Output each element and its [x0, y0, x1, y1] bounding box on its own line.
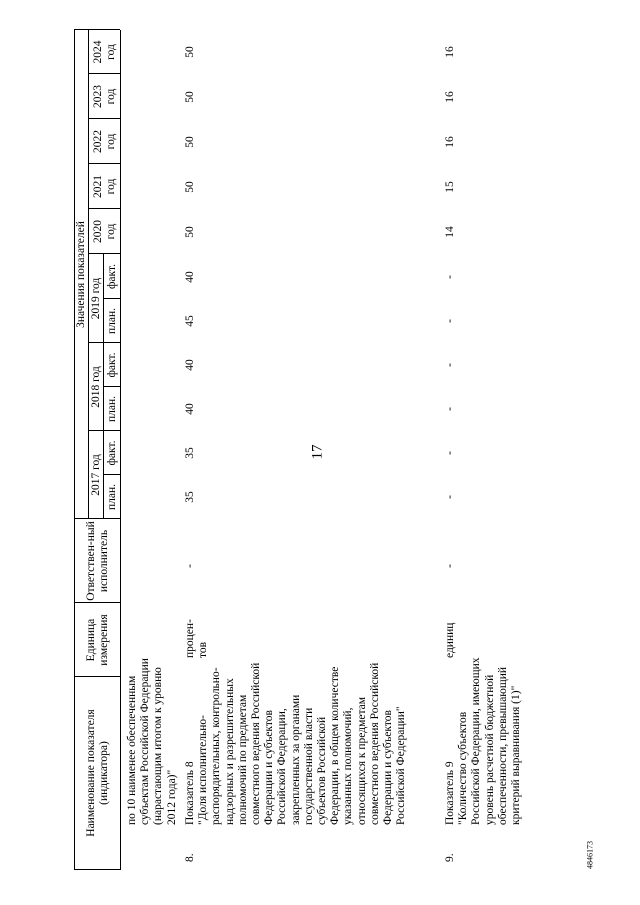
value-cell: -: [444, 407, 456, 411]
indicator-name: Показатель 9 "Количество субъектов Российской Федерации, имеющих уровень расчетной бюджетной обеспеченности, превышающий критерий выравнивания (1)": [444, 657, 523, 825]
header-year-2022: 2022 год: [92, 130, 117, 153]
header-year-2021: 2021 год: [92, 175, 117, 198]
value-cell: -: [444, 451, 456, 455]
value-cell: 50: [184, 91, 196, 103]
indicator-table: [66, 20, 640, 880]
col-rule: [74, 676, 120, 677]
value-cell: 14: [444, 226, 456, 238]
row-continuation-text: по 10 наименее обеспеченным субъектам Российской Федерации (нарастающим итогом к уровню 2012 года)": [126, 658, 178, 825]
header-year-2023: 2023 год: [92, 85, 117, 108]
responsible-value: -: [184, 564, 196, 568]
indicator-unit: единиц: [444, 622, 456, 658]
header-year-2019: 2019 год: [89, 277, 102, 320]
header-year-2017: 2017 год: [89, 454, 102, 496]
row-number: 8.: [184, 853, 196, 862]
value-cell: 16: [444, 46, 456, 58]
header-fact: факт.: [105, 352, 118, 378]
value-cell: 50: [184, 46, 196, 58]
value-cell: 45: [184, 315, 196, 327]
value-cell: 15: [444, 181, 456, 193]
value-cell: 50: [184, 136, 196, 148]
header-bottom-rule: [120, 30, 121, 870]
value-cell: 16: [444, 91, 456, 103]
value-cell: 40: [184, 271, 196, 283]
col-rule: [74, 602, 120, 603]
value-cell: -: [444, 363, 456, 367]
value-cell: -: [444, 275, 456, 279]
value-cell: 50: [184, 181, 196, 193]
header-year-2018: 2018 год: [89, 366, 102, 408]
value-cell: 35: [184, 491, 196, 503]
header-plan: план.: [105, 307, 118, 335]
value-cell: -: [444, 495, 456, 499]
header-plan: план.: [105, 395, 118, 423]
indicator-unit: процен- тов: [184, 619, 210, 658]
value-cell: 40: [184, 359, 196, 371]
row-number: 9.: [444, 853, 456, 862]
value-cell: 16: [444, 136, 456, 148]
value-cell: 50: [184, 226, 196, 238]
header-unit: Единица измерения: [85, 614, 110, 666]
value-cell: 40: [184, 403, 196, 415]
header-year-2024: 2024 год: [92, 40, 117, 64]
responsible-value: -: [444, 564, 456, 568]
header-indicator-name: Наименование показателя (индикатора): [85, 709, 110, 837]
header-fact: факт.: [105, 263, 118, 290]
header-fact: факт.: [105, 440, 118, 466]
header-values-group: Значения показателей: [75, 221, 88, 328]
value-cell: 35: [184, 447, 196, 459]
indicator-name: Показатель 8 "Доля исполнительно- распорядительных, контрольно- надзорных и разрешительных полномочий по предметам совместного ведения Российской Федерации и субъектов Российской Федерации, закрепленных за органами государственной власти субъектов Российской Федерации, в общем количестве указанных полномочий, относящихся к предметам совместного ведения Российской Федерации и субъектов Российской Федерации": [184, 662, 408, 825]
header-year-2020: 2020 год: [92, 220, 117, 243]
col-rule: [74, 869, 120, 870]
header-responsible: Ответствен-ный исполнитель: [85, 521, 110, 601]
header-plan: план.: [105, 483, 118, 511]
value-cell: -: [444, 319, 456, 323]
